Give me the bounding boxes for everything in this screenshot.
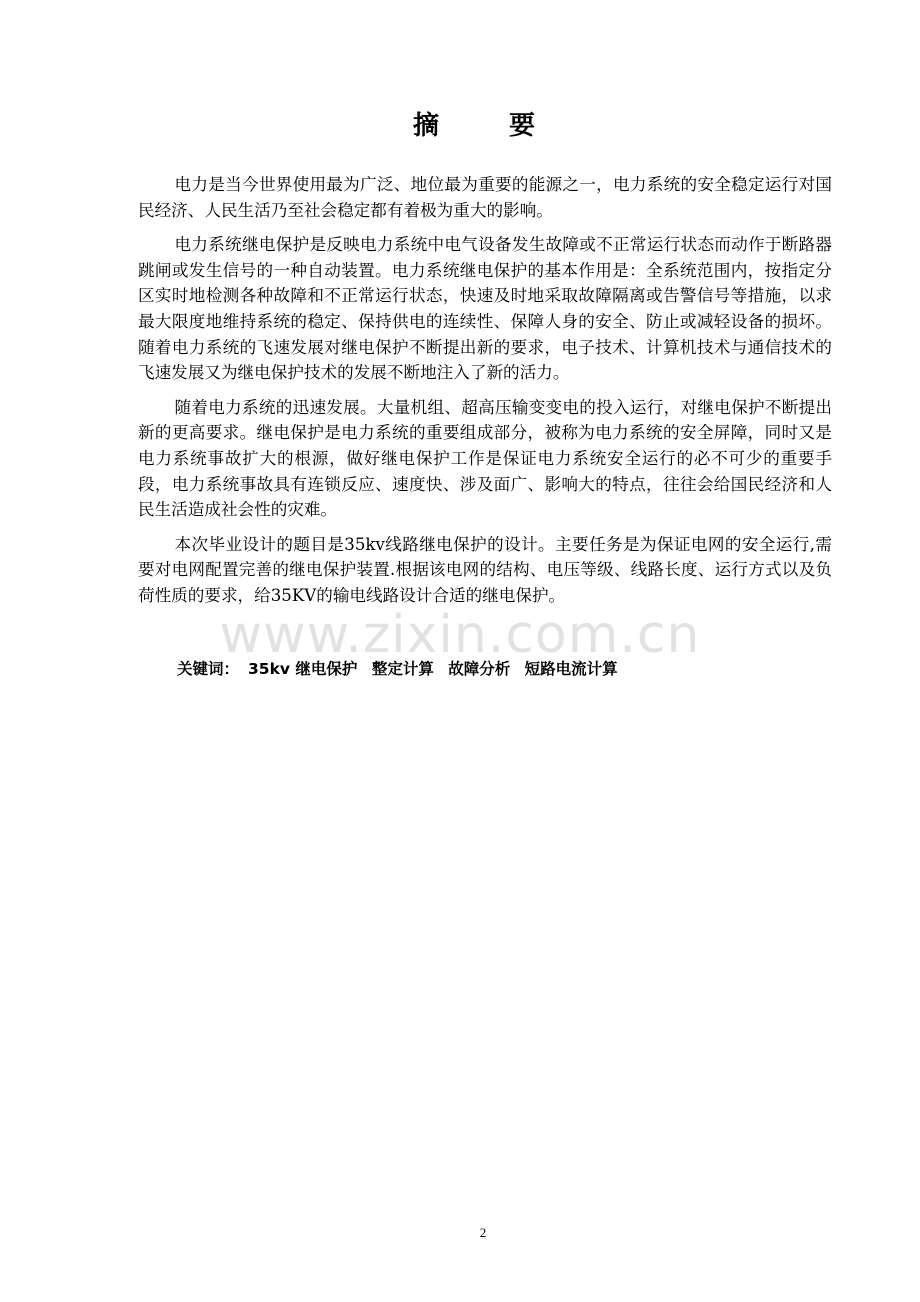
keyword-item: 短路电流计算 xyxy=(524,660,618,678)
keyword-item: 35kv 继电保护 xyxy=(248,660,358,678)
abstract-body xyxy=(138,172,832,618)
abstract-paragraph-3: 随着电力系统的迅速发展。大量机组、超高压输变变电的投入运行，对继电保护不断提出新的更高要求。继电保护是电力系统的重要组成部分，被称为电力系统的安全屏障，同时又是电力系统事故扩大的根源，做好继电保护工作是保证电力系统安全运行的必不可少的重要手段，电力系统事故具有连锁反应、速度快、涉及面广、影响大的特点，往往会给国民经济和人民生活造成社会性的灾难。 xyxy=(138,397,832,520)
watermark: www.zixin.com.cn xyxy=(219,605,701,665)
keywords-line xyxy=(177,656,618,682)
abstract-paragraph-2: 电力系统继电保护是反映电力系统中电气设备发生故障或不正常运行状态而动作于断路器跳闸或发生信号的一种自动装置。电力系统继电保护的基本作用是：全系统范围内，按指定分区实时地检测各种故障和不正常运行状态，快速及时地采取故障隔离或告警信号等措施，以求最大限度地维持系统的稳定、保持供电的连续性、保障人身的安全、防止或减轻设备的损坏。随着电力系统的飞速发展对继电保护不断提出新的要求，电子技术、计算机技术与通信技术的飞速发展又为继电保护技术的发展不断地注入了新的活力。 xyxy=(138,235,832,383)
keywords-label: 关键词： xyxy=(177,660,240,678)
keyword-item: 整定计算 xyxy=(371,660,434,678)
abstract-title: 摘 要 xyxy=(412,111,557,141)
page-number: 2 xyxy=(479,1225,487,1240)
abstract-paragraph-1: 电力是当今世界使用最为广泛、地位最为重要的能源之一，电力系统的安全稳定运行对国民经济、人民生活乃至社会稳定都有着极为重大的影响。 xyxy=(138,175,832,220)
abstract-paragraph-4: 本次毕业设计的题目是35kv线路继电保护的设计。主要任务是为保证电网的安全运行,需要对电网配置完善的继电保护装置.根据该电网的结构、电压等级、线路长度、运行方式以及负荷性质的要求，给35KV的输电线路设计合适的继电保护。 xyxy=(138,534,832,605)
keyword-item: 故障分析 xyxy=(448,660,511,678)
